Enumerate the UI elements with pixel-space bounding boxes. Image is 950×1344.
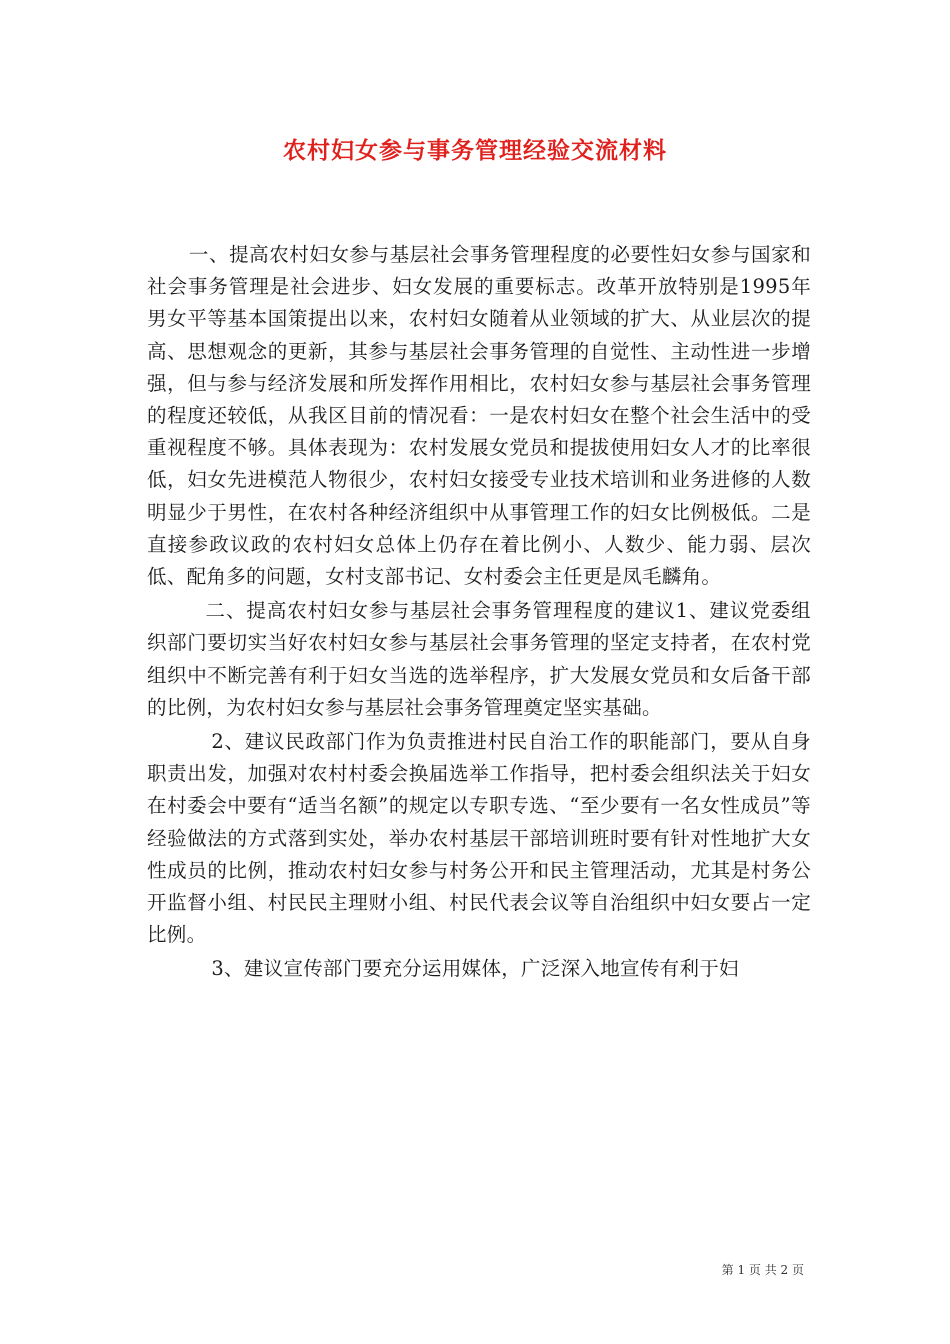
document-title: 农村妇女参与事务管理经验交流材料 [283, 137, 667, 164]
paragraph-2: 二、提高农村妇女参与基层社会事务管理程度的建议1、建议党委组织部门要切实当好农村妇女参与基层社会事务管理的坚定支持者，在农村党组织中不断完善有利于妇女当选的选举程序，扩大发展女党员和女后备干部的比例，为农村妇女参与基层社会事务管理奠定坚实基础。 [147, 599, 811, 719]
paragraph-1: 一、提高农村妇女参与基层社会事务管理程度的必要性妇女参与国家和社会事务管理是社会进步、妇女发展的重要标志。改革开放特别是1995年男女平等基本国策提出以来，农村妇女随着从业领域的扩大、从业层次的提高、思想观念的更新，其参与基层社会事务管理的自觉性、主动性进一步增强，但与参与经济发展和所发挥作用相比，农村妇女参与基层社会事务管理的程度还较低，从我区目前的情况看：一是农村妇女在整个社会生活中的受重视程度不够。具体表现为：农村发展女党员和提拔使用妇女人才的比率很低，妇女先进模范人物很少，农村妇女接受专业技术培训和业务进修的人数明显少于男性，在农村各种经济组织中从事管理工作的妇女比例极低。二是直接参政议政的农村妇女总体上仍存在着比例小、人数少、能力弱、层次低、配角多的问题，女村支部书记、女村委会主任更是凤毛麟角。 [147, 243, 811, 589]
paragraph-4: 3、建议宣传部门要充分运用媒体，广泛深入地宣传有利于妇 [211, 957, 739, 981]
paragraph-3: 2、建议民政部门作为负责推进村民自治工作的职能部门，要从自身职责出发，加强对农村村委会换届选举工作指导，把村委会组织法关于妇女在村委会中要有“适当名额”的规定以专职专选、“至少要有一名女性成员”等经验做法的方式落到实处，举办农村基层干部培训班时要有针对性地扩大女性成员的比例，推动农村妇女参与村务公开和民主管理活动，尤其是村务公开监督小组、村民民主理财小组、村民代表会议等自治组织中妇女要占一定比例。 [147, 730, 811, 947]
document-body [147, 239, 811, 988]
page-number: 第 1 页 共 2 页 [721, 1263, 804, 1277]
